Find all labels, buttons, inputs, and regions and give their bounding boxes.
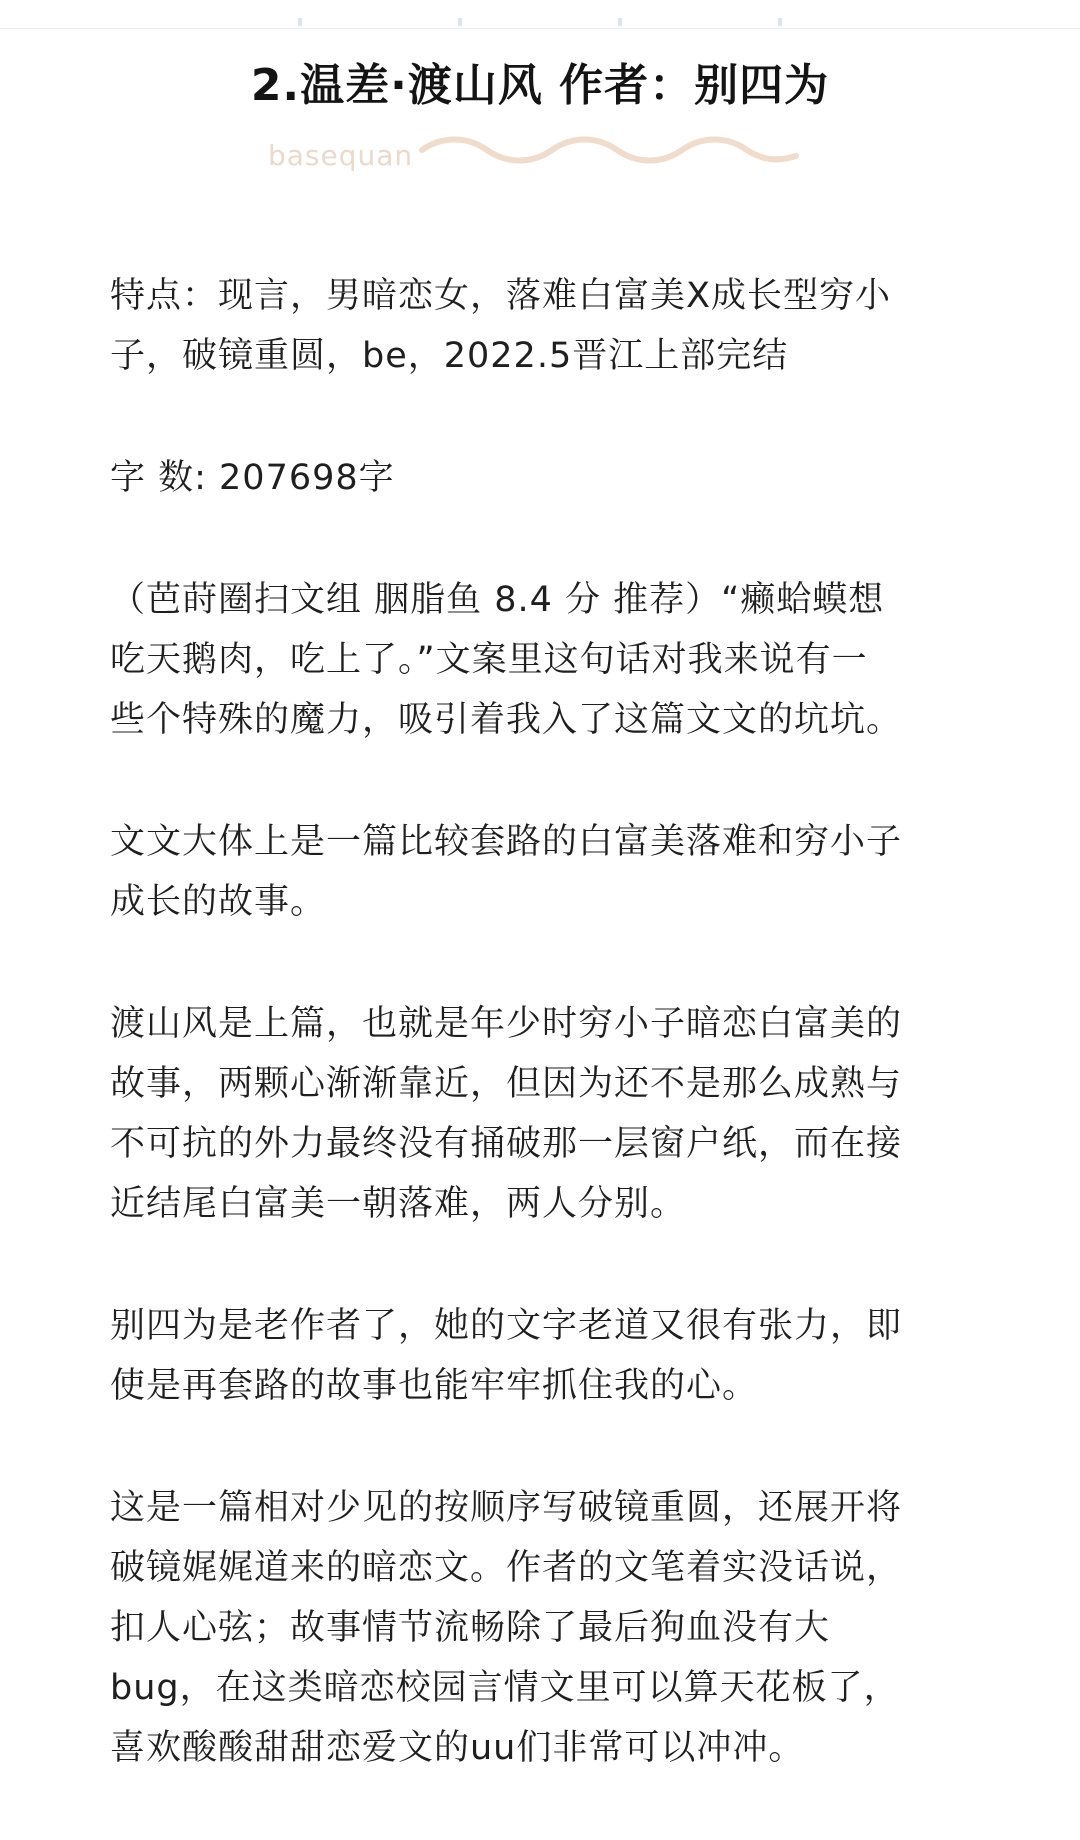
paragraph-line: bug，在这类暗恋校园言情文里可以算天花板了， — [110, 1668, 900, 1708]
decoration-label: basequan — [268, 139, 414, 172]
paragraph-line: 子，破镜重圆，be，2022.5晋江上部完结 — [110, 336, 789, 376]
paragraph-line: 不可抗的外力最终没有捅破那一层窗户纸，而在接 — [110, 1124, 903, 1164]
paragraph-line: 喜欢酸酸甜甜恋爱文的uu们非常可以冲冲。 — [110, 1728, 805, 1768]
paragraph-line: 近结尾白富美一朝落难，两人分别。 — [110, 1184, 687, 1224]
paragraph — [110, 448, 972, 508]
paragraph — [110, 994, 972, 1234]
paragraph — [110, 812, 972, 932]
paragraph-line: 字 数: 207698字 — [110, 458, 395, 498]
article-body — [110, 266, 972, 1840]
paragraph-line: 成长的故事。 — [110, 882, 327, 922]
paragraph-line: 使是再套路的故事也能牢牢抓住我的心。 — [110, 1366, 759, 1406]
paragraph-line: 渡山风是上篇，也就是年少时穷小子暗恋白富美的 — [110, 1004, 903, 1044]
article-title: 2.温差·渡山风 作者：别四为 — [250, 60, 830, 111]
paragraph — [110, 266, 972, 386]
paragraph-line: 吃天鹅肉，吃上了。”文案里这句话对我来说有一 — [110, 640, 868, 680]
top-dots-decoration — [0, 14, 1080, 28]
paragraph — [110, 1296, 972, 1416]
paragraph — [110, 1478, 972, 1778]
paragraph-line: 别四为是老作者了，她的文字老道又很有张力，即 — [110, 1306, 903, 1346]
paragraph-line: 扣人心弦；故事情节流畅除了最后狗血没有大 — [110, 1608, 831, 1648]
paragraph-line: 故事，两颗心渐渐靠近，但因为还不是那么成熟与 — [110, 1064, 903, 1104]
paragraph-line: 文文大体上是一篇比较套路的白富美落难和穷小子 — [110, 822, 903, 862]
paragraph-line: 这是一篇相对少见的按顺序写破镜重圆，还展开将 — [110, 1488, 903, 1528]
paragraph — [110, 570, 972, 750]
paragraph-line: 破镜娓娓道来的暗恋文。作者的文笔着实没话说， — [110, 1548, 903, 1588]
paragraph-line: 特点：现言，男暗恋女，落难白富美X成长型穷小 — [110, 276, 891, 316]
paragraph-line: （芭莳圈扫文组 胭脂鱼 8.4 分 推荐）“癞蛤蟆想 — [110, 580, 885, 620]
top-divider — [0, 28, 1080, 29]
paragraph-line: 些个特殊的魔力，吸引着我入了这篇文文的坑坑。 — [110, 700, 903, 740]
